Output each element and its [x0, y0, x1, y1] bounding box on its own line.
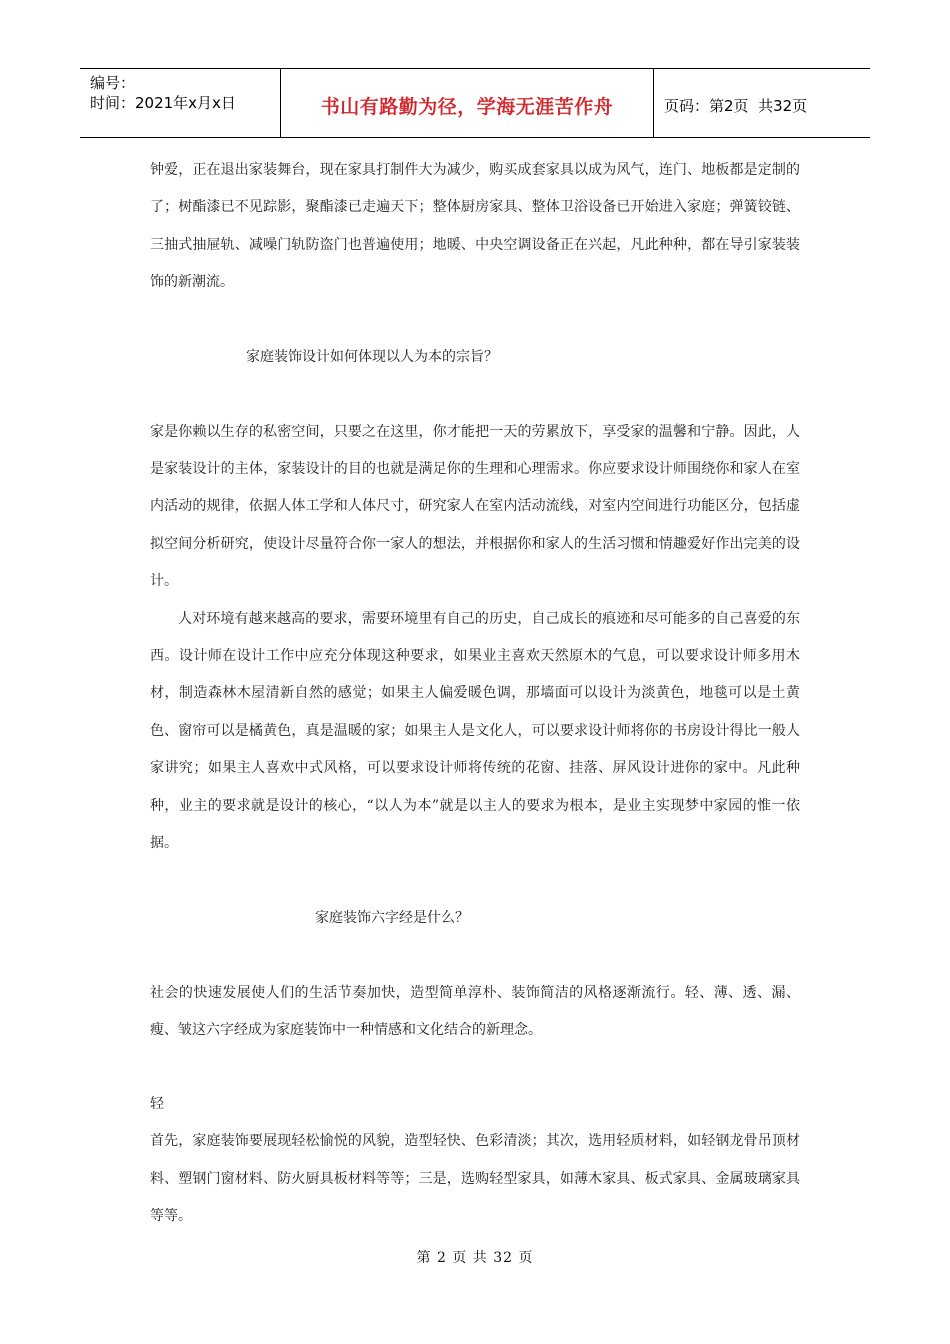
header-meta — [80, 69, 281, 137]
document-header — [80, 68, 870, 138]
section-heading-2: 家庭装饰六字经是什么？ — [315, 909, 469, 926]
paragraph-1: 家是你赖以生存的私密空间，只要之在这里，你才能把一天的劳累放下，享受家的温馨和宁静。因此，人是家装设计的主体，家装设计的目的也就是满足你的生理和心理需求。你应要求设计师围绕你和家人在室内活动的规律，依据人体工学和人体尺寸，研究家人在室内活动流线，对室内空间进行功能区分，包括虚拟空间分析研究，使设计尽量符合你一家人的想法，并根据你和家人的生活习惯和情趣爱好作出完美的设计。 — [150, 423, 800, 590]
paragraph-3: 社会的快速发展使人们的生活节奏加快，造型简单淳朴、装饰简洁的风格逐渐流行。轻、薄、透、漏、瘦、皱这六字经成为家庭装饰中一种情感和文化结合的新理念。 — [150, 984, 800, 1038]
header-page-cell — [654, 69, 870, 137]
paragraph-4: 首先，家庭装饰要展现轻松愉悦的风貌，造型轻快、色彩清淡；其次，选用轻质材料，如轻钢龙骨吊顶材料、塑钢门窗材料、防火厨具板材料等等；三是，选购轻型家具，如薄木家具、板式家具、金属玻璃家具等等。 — [150, 1133, 800, 1225]
subheading-qing: 轻 — [150, 1096, 164, 1113]
paragraph-2: 人对环境有越来越高的要求，需要环境里有自己的历史，自己成长的痕迹和尽可能多的自己喜爱的东西。设计师在设计工作中应充分体现这种要求，如果业主喜欢天然原木的气息，可以要求设计师多用木材，制造森林木屋清新自然的感觉；如果主人偏爱暖色调，那墙面可以设计为淡黄色，地毯可以是土黄色、窗帘可以是橘黄色，真是温暖的家；如果主人是文化人，可以要求设计师将你的书房设计得比一般人家讲究；如果主人喜欢中式风格，可以要求设计师将传统的花窗、挂落、屏风设计进你的家中。凡此种种，业主的要求就是设计的核心，“以人为本”就是以主人的要求为根本，是业主实现梦中家园的惟一依据。 — [150, 610, 800, 852]
header-number-label: 编号： — [90, 74, 136, 92]
page-footer: 第 2 页 共 32 页 — [416, 1250, 534, 1266]
document-body — [150, 152, 800, 1236]
header-date: 时间：2021年x月x日 — [90, 94, 236, 112]
header-slogan-cell — [281, 69, 654, 137]
header-slogan: 书山有路勤为径，学海无涯苦作舟 — [320, 95, 614, 118]
intro-paragraph: 钟爱，正在退出家装舞台，现在家具打制件大为减少，购买成套家具以成为风气，连门、地板都是定制的了；树酯漆已不见踪影，聚酯漆已走遍天下；整体厨房家具、整体卫浴设备已开始进入家庭；弹簧铰链、三抽式抽屉轨、减噪门轨防盗门也普遍使用；地暖、中央空调设备正在兴起，凡此种种，都在导引家装装饰的新潮流。 — [150, 162, 800, 291]
header-page-info: 页码：第2页 共32页 — [664, 96, 808, 115]
section-heading-1: 家庭装饰设计如何体现以人为本的宗旨？ — [246, 348, 498, 365]
